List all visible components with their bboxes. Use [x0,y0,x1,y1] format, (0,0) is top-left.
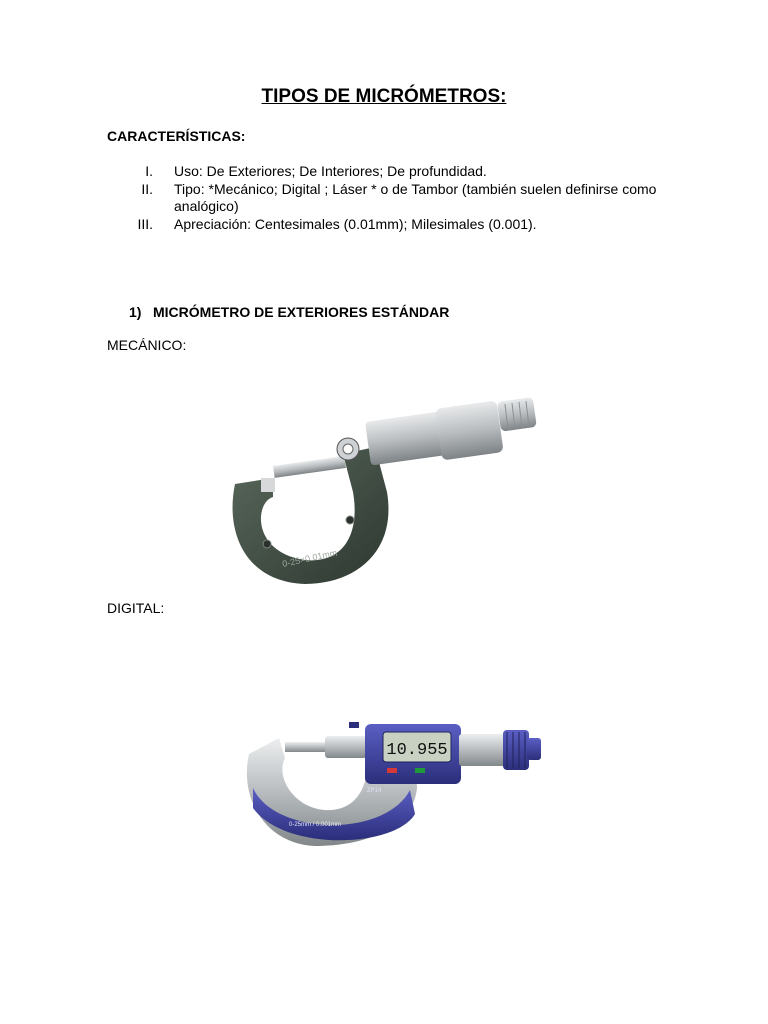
characteristics-heading: CARACTERÍSTICAS: [107,128,246,144]
digital-display-reading: 10.955 [386,741,448,760]
digital-frame-text: 0-25mm / 0.001mm [289,822,342,828]
digital-micrometer-image [245,718,545,850]
mechanical-frame-text: 0-25×0.01mm [281,547,338,569]
characteristics-list [107,163,687,233]
mechanical-label: MECÁNICO: [107,337,187,353]
list-item [107,181,687,216]
list-item [107,163,687,181]
section-heading [129,304,449,320]
section-number: 1) [129,304,142,320]
digital-brand: ZP14 [367,788,382,794]
mechanical-micrometer-image [225,392,545,587]
list-item [107,216,687,234]
list-item-number: III. [137,215,153,232]
section-title: MICRÓMETRO DE EXTERIORES ESTÁNDAR [153,304,450,320]
digital-label: DIGITAL: [107,600,165,616]
list-item-text: Uso: De Exteriores; De Interiores; De profundidad. [174,163,487,179]
document-title: TIPOS DE MICRÓMETROS: [261,86,507,107]
list-item-number: I. [145,163,153,179]
list-item-text: Tipo: *Mecánico; Digital ; Láser * o de Tambor (también suelen definirse como analógico) [174,180,657,214]
list-item-number: II. [141,180,153,197]
list-item-text: Apreciación: Centesimales (0.01mm); Milesimales (0.001). [174,215,537,232]
